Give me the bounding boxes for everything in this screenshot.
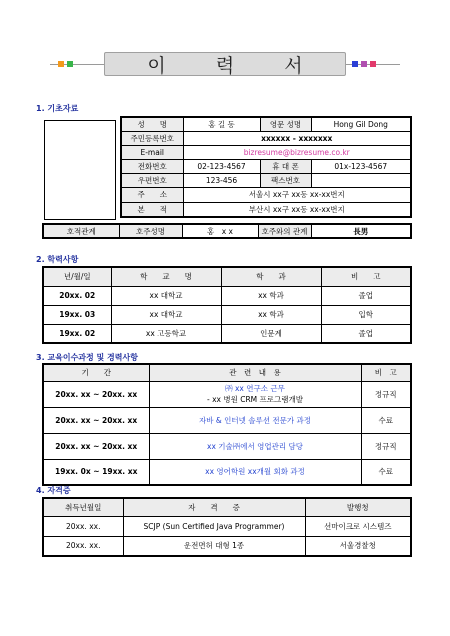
value-address: 서울시 xx구 xx동 xx-xx번지 bbox=[183, 187, 411, 202]
cell-license-name: SCJP (Sun Certified Java Programmer) bbox=[123, 516, 305, 536]
label-address: 주 소 bbox=[121, 187, 183, 202]
cell-date: 20xx. 02 bbox=[43, 286, 111, 305]
header-note: 비 고 bbox=[321, 267, 411, 286]
label-eng-name: 영문 성명 bbox=[260, 117, 311, 131]
section-title-basic: 1. 기초자료 bbox=[36, 104, 79, 113]
table-row bbox=[43, 407, 411, 433]
section-title-license: 4. 자격증 bbox=[36, 486, 71, 495]
family-table bbox=[42, 223, 412, 239]
cell-career-note: 정규직 bbox=[361, 433, 411, 459]
decor-square-red bbox=[370, 61, 376, 67]
label-name: 성 명 bbox=[121, 117, 183, 131]
label-relation: 호주와의 관계 bbox=[258, 224, 311, 238]
cell-license-date: 20xx. xx. bbox=[43, 516, 123, 536]
cell-note: 졸업 bbox=[321, 324, 411, 343]
header-career-note: 비 고 bbox=[361, 364, 411, 381]
table-row bbox=[43, 324, 411, 343]
decor-square-purple bbox=[361, 61, 367, 67]
cell-period: 20xx. xx ~ 20xx. xx bbox=[43, 407, 149, 433]
decor-square-green bbox=[67, 61, 73, 67]
content-line: ㈜ xx 연구소 근무 bbox=[225, 384, 285, 393]
page-title: 이 력 서 bbox=[104, 52, 346, 76]
value-email[interactable]: bizresume@bizresume.co.kr bbox=[183, 145, 411, 159]
cell-major: 인문계 bbox=[221, 324, 321, 343]
cell-note: 입학 bbox=[321, 305, 411, 324]
label-family: 호적관계 bbox=[43, 224, 119, 238]
basic-info-table bbox=[120, 116, 412, 218]
education-table bbox=[42, 266, 412, 344]
table-row bbox=[43, 286, 411, 305]
cell-major: xx 학과 bbox=[221, 305, 321, 324]
decor-square-orange bbox=[58, 61, 64, 67]
section-title-education: 2. 학력사항 bbox=[36, 255, 79, 264]
cell-school: xx 대학교 bbox=[111, 305, 221, 324]
value-eng-name: Hong Gil Dong bbox=[311, 117, 411, 131]
value-fax bbox=[311, 173, 411, 187]
decor-square-blue bbox=[352, 61, 358, 67]
label-mobile: 휴 대 폰 bbox=[260, 159, 311, 173]
cell-major: xx 학과 bbox=[221, 286, 321, 305]
cell-content: xx 영어학원 xx개월 회화 과정 bbox=[149, 459, 361, 485]
cell-period: 20xx. xx ~ 20xx. xx bbox=[43, 381, 149, 407]
content-subline: - xx 병원 CRM 프로그램개발 bbox=[207, 395, 303, 404]
header-school: 학 교 명 bbox=[111, 267, 221, 286]
value-origin: 부산시 xx구 xx동 xx-xx번지 bbox=[183, 202, 411, 217]
license-table bbox=[42, 497, 412, 557]
value-relation: 長男 bbox=[311, 224, 411, 238]
cell-period: 20xx. xx ~ 20xx. xx bbox=[43, 433, 149, 459]
value-name: 홍 길 동 bbox=[183, 117, 260, 131]
cell-career-note: 정규직 bbox=[361, 381, 411, 407]
cell-period: 19xx. 0x ~ 19xx. xx bbox=[43, 459, 149, 485]
cell-note: 졸업 bbox=[321, 286, 411, 305]
table-row bbox=[43, 459, 411, 485]
table-row bbox=[43, 433, 411, 459]
cell-date: 19xx. 02 bbox=[43, 324, 111, 343]
cell-date: 19xx. 03 bbox=[43, 305, 111, 324]
cell-license-name: 운전면허 대형 1종 bbox=[123, 536, 305, 556]
section-title-career: 3. 교육이수과정 및 경력사항 bbox=[36, 353, 138, 362]
header-license-date: 취득년월일 bbox=[43, 498, 123, 516]
cell-content bbox=[149, 381, 361, 407]
value-zip: 123-456 bbox=[183, 173, 260, 187]
cell-issuer: 서울경찰청 bbox=[305, 536, 411, 556]
cell-school: xx 대학교 bbox=[111, 286, 221, 305]
header-period: 기 간 bbox=[43, 364, 149, 381]
label-rrn: 주민등록번호 bbox=[121, 131, 183, 145]
cell-content: 자바 & 인터넷 솔루션 전문가 과정 bbox=[149, 407, 361, 433]
value-rrn: xxxxxx - xxxxxxx bbox=[183, 131, 411, 145]
header-issuer: 발행청 bbox=[305, 498, 411, 516]
label-email: E-mail bbox=[121, 145, 183, 159]
career-table bbox=[42, 363, 412, 486]
cell-license-date: 20xx. xx. bbox=[43, 536, 123, 556]
table-row bbox=[43, 536, 411, 556]
value-mobile: 01x-123-4567 bbox=[311, 159, 411, 173]
header-license-name: 자 격 증 bbox=[123, 498, 305, 516]
header-major: 학 과 bbox=[221, 267, 321, 286]
photo-box bbox=[44, 120, 116, 220]
table-row bbox=[43, 381, 411, 407]
label-fax: 팩스번호 bbox=[260, 173, 311, 187]
cell-content: xx 기술㈜에서 영업관리 담당 bbox=[149, 433, 361, 459]
cell-career-note: 수료 bbox=[361, 459, 411, 485]
cell-career-note: 수료 bbox=[361, 407, 411, 433]
table-row bbox=[43, 305, 411, 324]
header-date: 년/월/일 bbox=[43, 267, 111, 286]
label-origin: 본 적 bbox=[121, 202, 183, 217]
value-head: 홍 x x bbox=[182, 224, 258, 238]
label-head: 호주성명 bbox=[119, 224, 182, 238]
table-row bbox=[43, 516, 411, 536]
cell-school: xx 고등학교 bbox=[111, 324, 221, 343]
label-zip: 우편번호 bbox=[121, 173, 183, 187]
cell-issuer: 선마이크로 시스템즈 bbox=[305, 516, 411, 536]
label-phone: 전화번호 bbox=[121, 159, 183, 173]
value-phone: 02-123-4567 bbox=[183, 159, 260, 173]
header-content: 관 련 내 용 bbox=[149, 364, 361, 381]
